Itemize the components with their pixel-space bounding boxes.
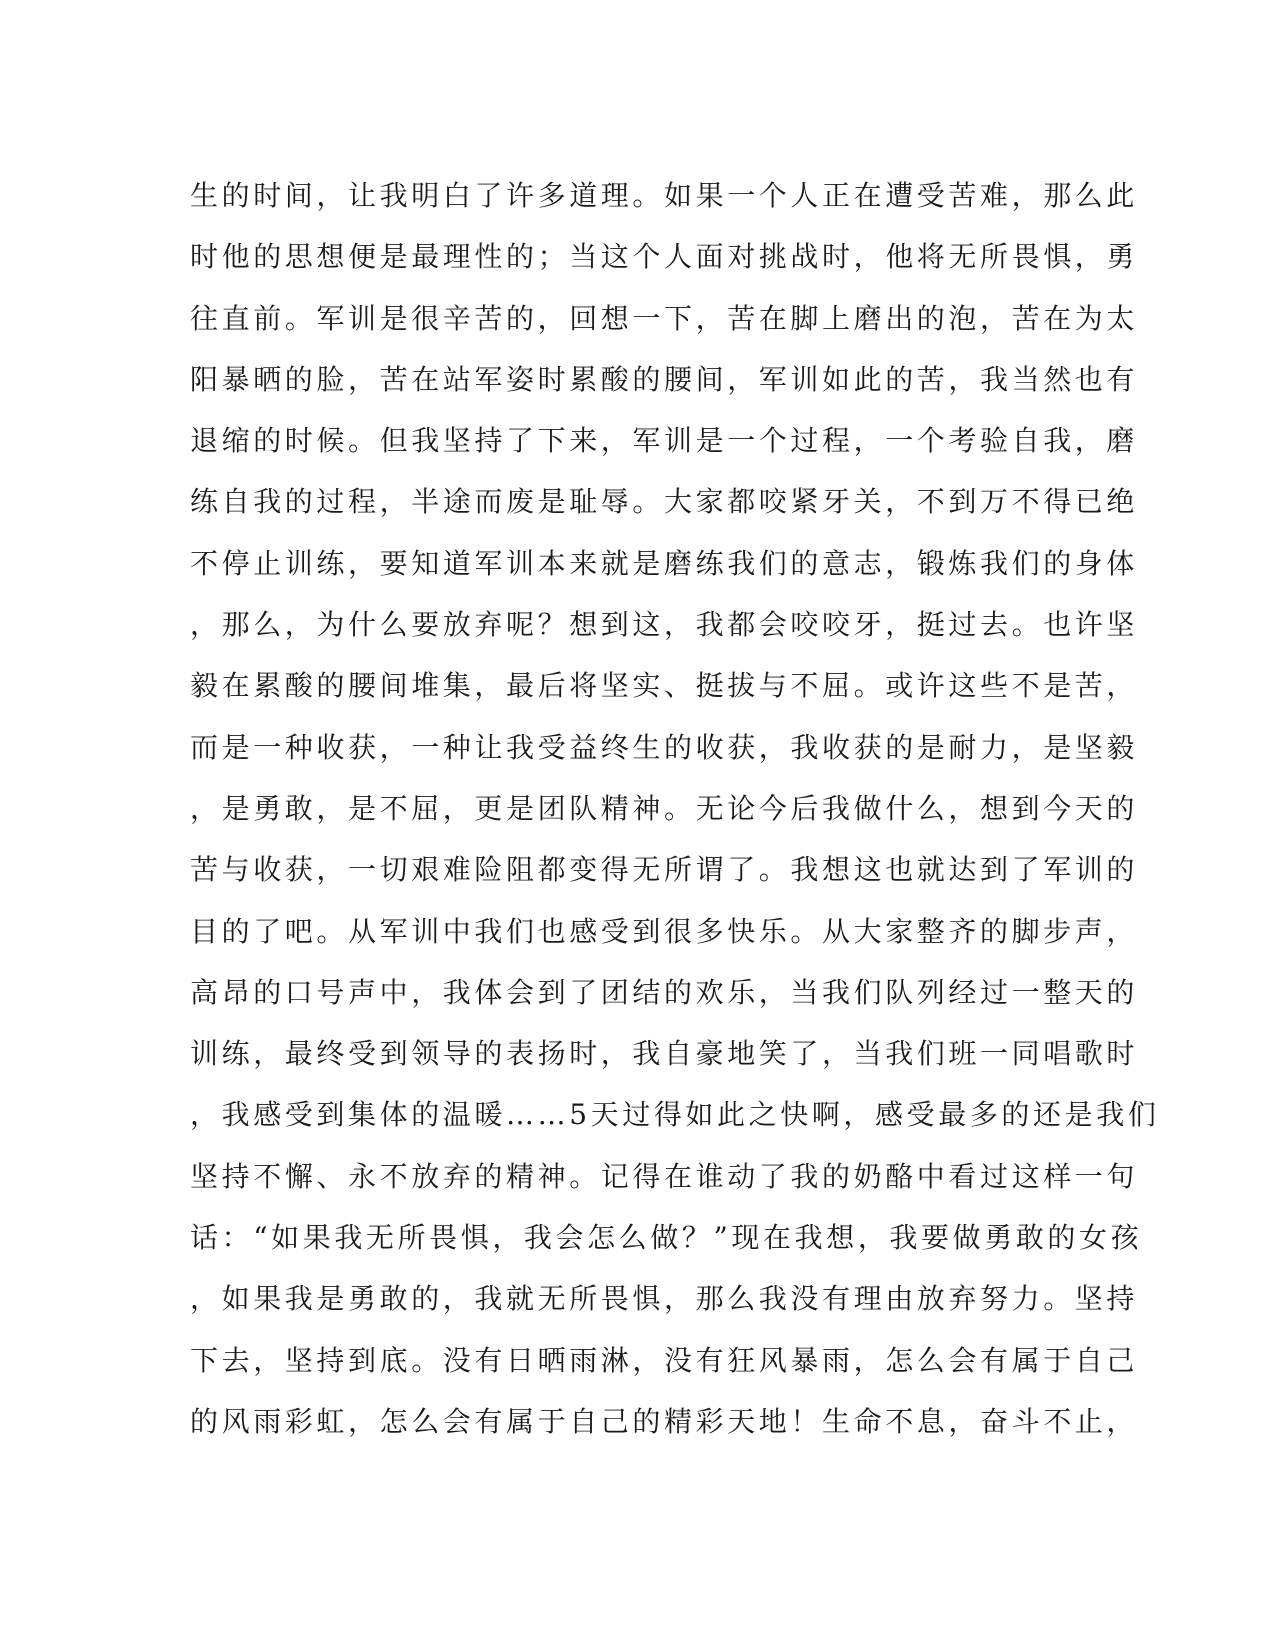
- text-line: 的风雨彩虹，怎么会有属于自己的精彩天地！生命不息，奋斗不止，: [190, 1404, 1139, 1438]
- text-line: 而是一种收获，一种让我受益终生的收获，我收获的是耐力，是坚毅: [190, 730, 1139, 764]
- text-line: 阳暴晒的脸，苦在站军姿时累酸的腰间，军训如此的苦，我当然也有: [190, 362, 1139, 396]
- text-line: 毅在累酸的腰间堆集，最后将坚实、挺拔与不屈。或许这些不是苦，: [190, 669, 1139, 703]
- text-line: 练自我的过程，半途而废是耻辱。大家都咬紧牙关，不到万不得已绝: [190, 485, 1139, 519]
- text-line: ，是勇敢，是不屈，更是团队精神。无论今后我做什么，想到今天的: [190, 791, 1139, 825]
- text-line: ，如果我是勇敢的，我就无所畏惧，那么我没有理由放弃努力。坚持: [190, 1282, 1139, 1316]
- text-line: 退缩的时候。但我坚持了下来，军训是一个过程，一个考验自我，磨: [190, 424, 1139, 458]
- text-line: 目的了吧。从军训中我们也感受到很多快乐。从大家整齐的脚步声，: [190, 914, 1139, 948]
- text-line: 高昂的口号声中，我体会到了团结的欢乐，当我们队列经过一整天的: [190, 975, 1139, 1009]
- text-line: 训练，最终受到领导的表扬时，我自豪地笑了，当我们班一同唱歌时: [190, 1037, 1139, 1071]
- text-line: 下去，坚持到底。没有日晒雨淋，没有狂风暴雨，怎么会有属于自己: [190, 1343, 1139, 1377]
- text-line: 不停止训练，要知道军训本来就是磨练我们的意志，锻炼我们的身体: [190, 546, 1139, 580]
- text-line: ，我感受到集体的温暖……5天过得如此之快啊，感受最多的还是我们: [190, 1098, 1160, 1132]
- text-line: 往直前。军训是很辛苦的，回想一下，苦在脚上磨出的泡，苦在为太: [190, 301, 1139, 335]
- text-line: ，那么，为什么要放弃呢？想到这，我都会咬咬牙，挺过去。也许坚: [190, 608, 1139, 642]
- text-line: 生的时间，让我明白了许多道理。如果一个人正在遭受苦难，那么此: [190, 179, 1139, 212]
- text-line: 话：“如果我无所畏惧，我会怎么做？”现在我想，我要做勇敢的女孩: [190, 1221, 1143, 1255]
- body-text: [190, 165, 1160, 1452]
- text-line: 时他的思想便是最理性的；当这个人面对挑战时，他将无所畏惧，勇: [190, 240, 1139, 274]
- text-line: 苦与收获，一切艰难险阻都变得无所谓了。我想这也就达到了军训的: [190, 853, 1139, 887]
- text-line: 坚持不懈、永不放弃的精神。记得在谁动了我的奶酪中看过这样一句: [190, 1159, 1139, 1193]
